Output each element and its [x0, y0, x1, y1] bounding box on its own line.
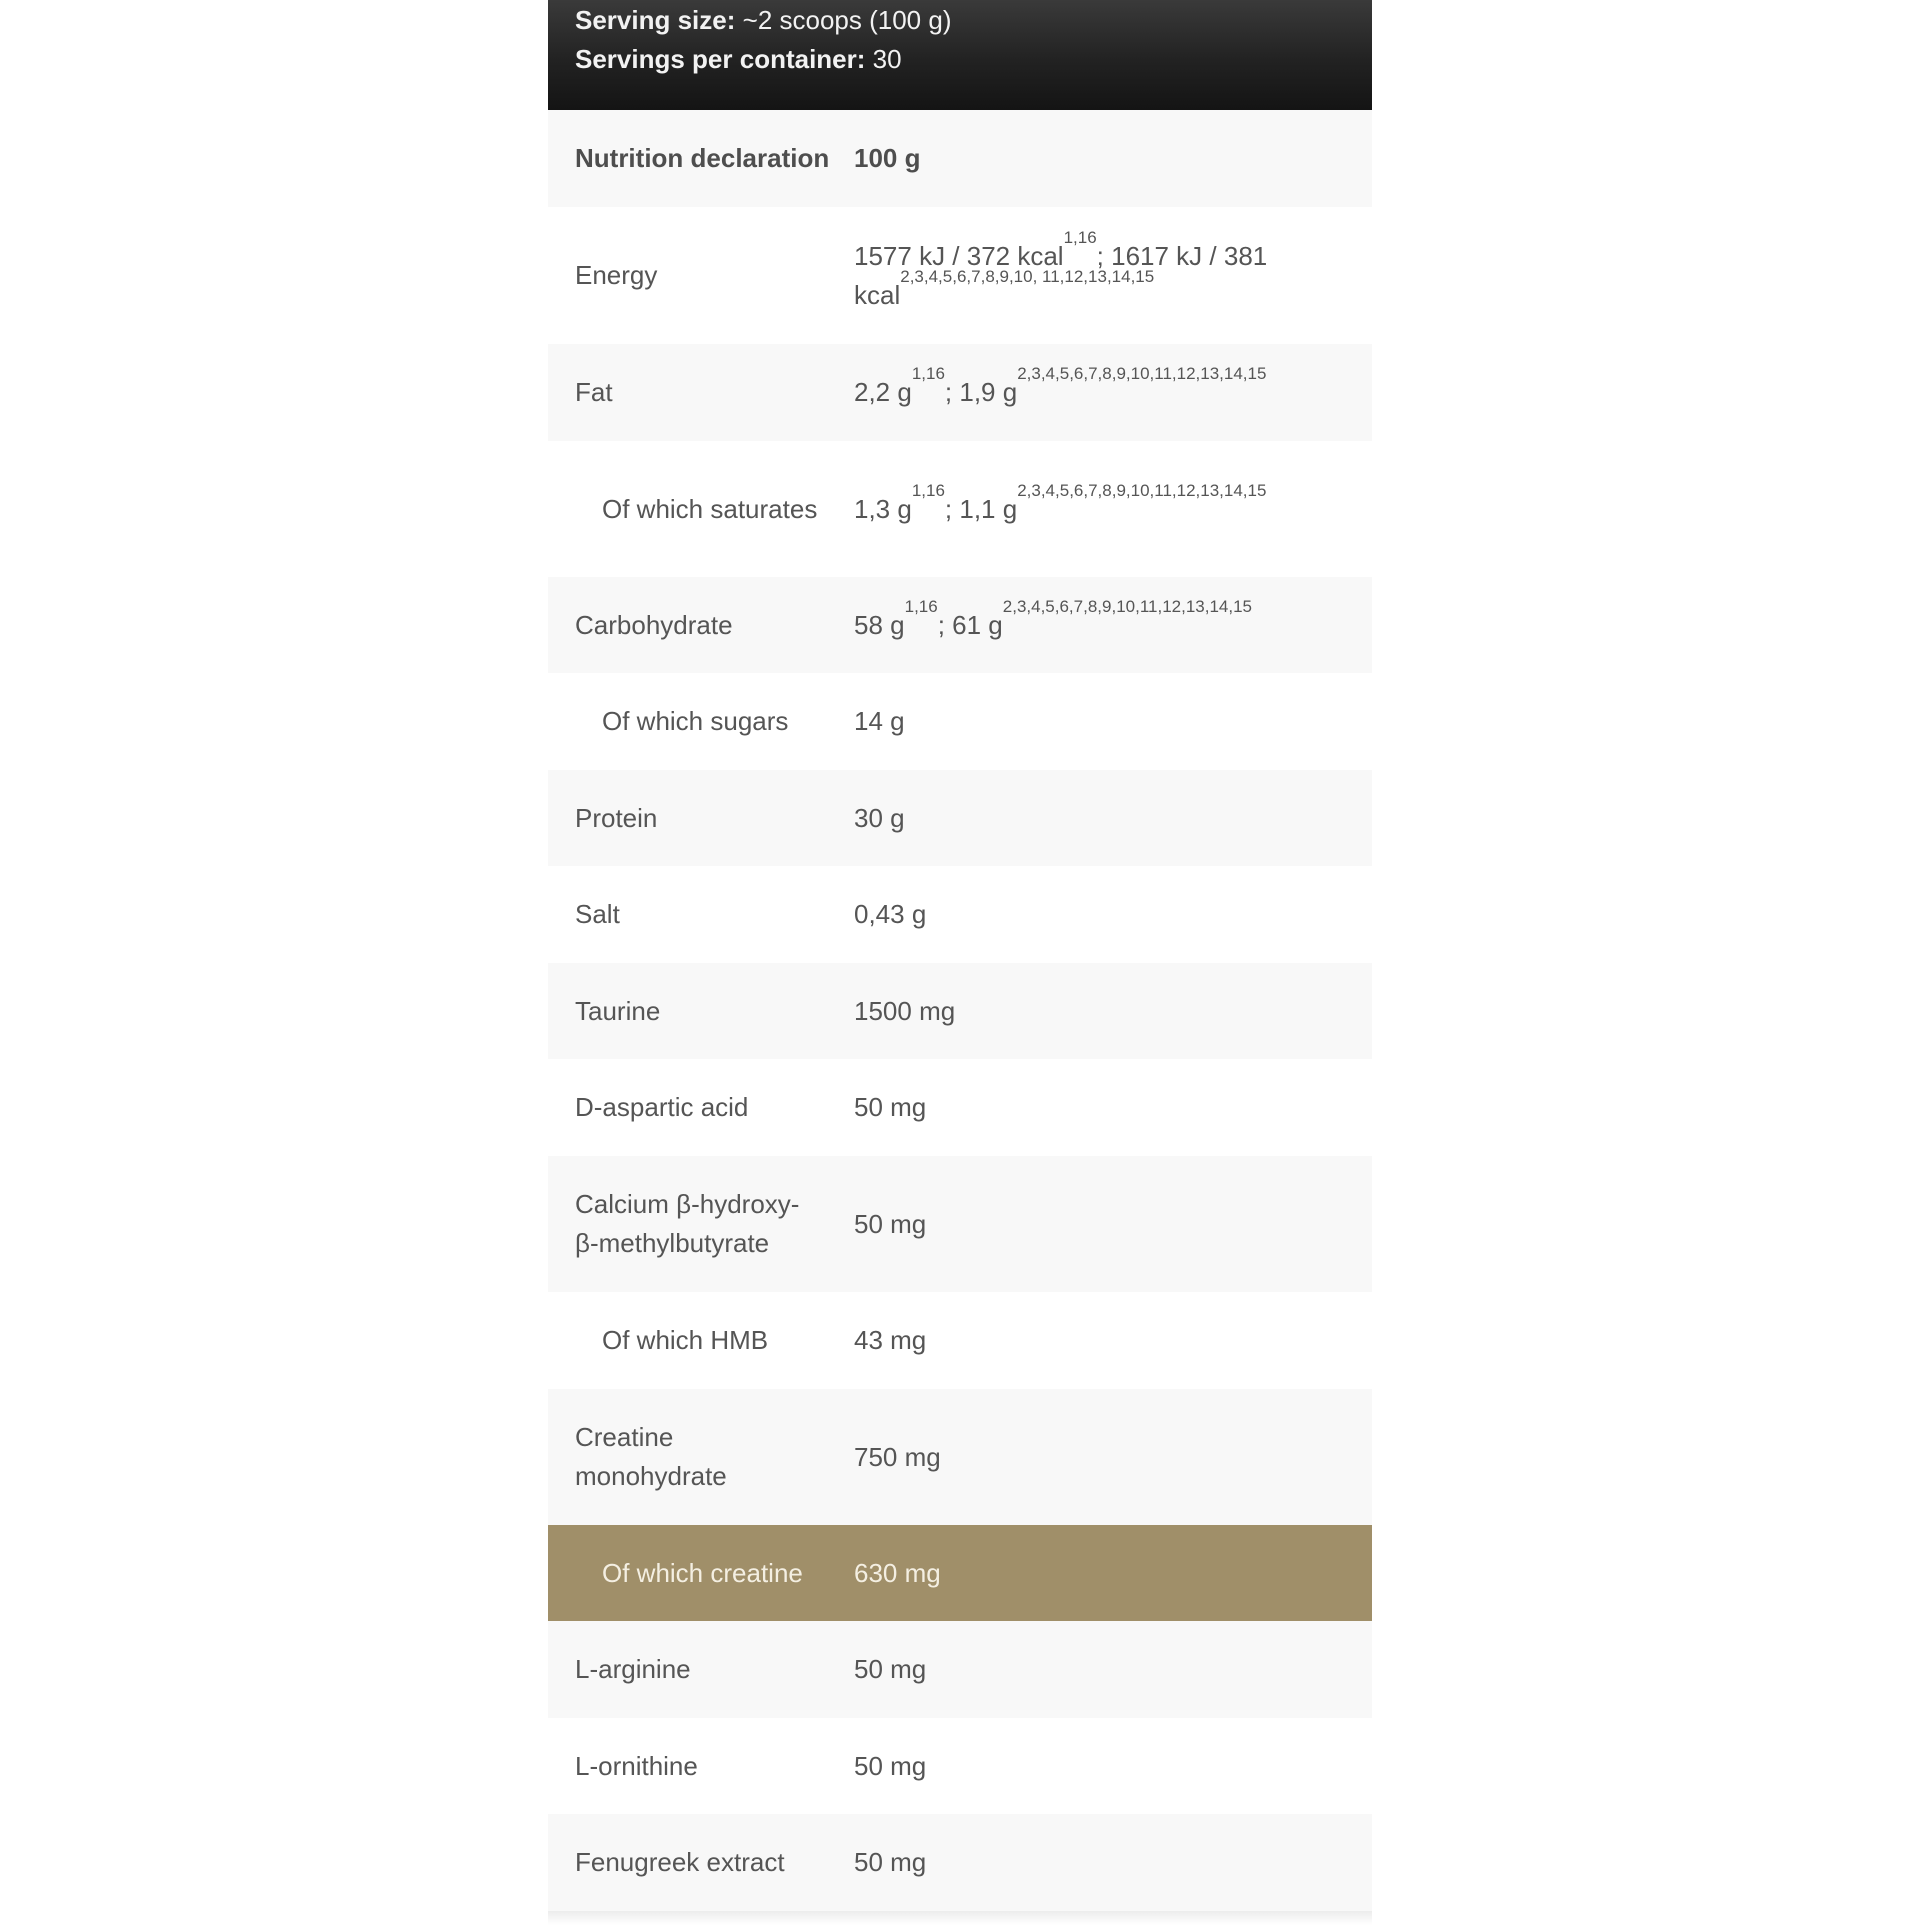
nutrient-name: Calcium β-hydroxy-β-methylbutyrate: [575, 1189, 800, 1258]
footnote-ref: 2,3,4,5,6,7,8,9,10, 11,12,13,14,15: [900, 266, 1155, 286]
value-alt: ; 1,1 g: [944, 493, 1018, 524]
serving-size-label: Serving size:: [575, 5, 736, 35]
nutrient-value: 0,43 g: [854, 899, 927, 929]
servings-per-container-line: [575, 40, 1345, 79]
value-main: 1,3 g: [854, 493, 912, 524]
footnote-ref: 1,16: [911, 480, 945, 500]
nutrient-name: Fenugreek extract: [575, 1847, 785, 1877]
footnote-ref: 2,3,4,5,6,7,8,9,10,11,12,13,14,15: [1017, 364, 1267, 383]
serving-info-header: [548, 0, 1372, 110]
footnote-ref: 2,3,4,5,6,7,8,9,10,11,12,13,14,15: [1017, 480, 1267, 500]
nutrient-name: Protein: [575, 802, 658, 833]
servings-label: Servings per container:: [575, 44, 866, 74]
nutrient-value: [854, 480, 1372, 529]
table-bottom-edge: [548, 1911, 1372, 1925]
nutrient-value: 50 mg: [854, 1654, 927, 1684]
table-row: [548, 1156, 1372, 1292]
value-main: 1577 kJ / 372 kcal: [854, 240, 1064, 271]
value-alt: ; 1617 kJ / 381 kcal: [854, 240, 1268, 310]
nutrient-name: D-aspartic acid: [575, 1092, 749, 1122]
column-header-amount: 100 g: [854, 143, 921, 173]
table-row: [548, 1389, 1372, 1525]
nutrient-name: Of which HMB: [602, 1325, 769, 1355]
nutrient-value: 14 g: [854, 706, 905, 736]
servings-value: 30: [865, 44, 902, 74]
table-row: [548, 1814, 1372, 1911]
table-row: [548, 441, 1372, 577]
nutrition-table: [548, 110, 1372, 1911]
table-row: [548, 1059, 1372, 1156]
nutrient-value: 1500 mg: [854, 995, 956, 1026]
column-header-nutrition: Nutrition declaration: [575, 143, 830, 173]
table-header-row: [548, 110, 1372, 207]
nutrient-value: 750 mg: [854, 1441, 941, 1472]
footnote-ref: 1,16: [911, 364, 945, 383]
nutrient-value: 50 mg: [854, 1208, 927, 1239]
footnote-ref: 1,16: [1063, 227, 1097, 247]
table-row: [548, 207, 1372, 344]
footnote-ref: 2,3,4,5,6,7,8,9,10,11,12,13,14,15: [1002, 596, 1252, 616]
value-alt: ; 1,9 g: [944, 377, 1018, 407]
value-alt: ; 61 g: [937, 609, 1003, 640]
table-row: [548, 1621, 1372, 1718]
table-row: [548, 963, 1372, 1059]
nutrient-value: 50 mg: [854, 1092, 927, 1122]
table-row: [548, 344, 1372, 441]
serving-size-value: ~2 scoops (100 g): [735, 5, 952, 35]
nutrient-value: 30 g: [854, 802, 905, 833]
nutrient-name: Creatine monohydrate: [575, 1422, 727, 1491]
nutrient-name: Carbohydrate: [575, 609, 733, 640]
nutrient-value: [854, 596, 1372, 645]
table-row: [548, 770, 1372, 866]
nutrient-name: Of which creatine: [602, 1557, 803, 1588]
table-row: [548, 577, 1372, 673]
nutrient-value: 50 mg: [854, 1750, 927, 1781]
table-row: [548, 673, 1372, 770]
nutrition-panel: [548, 0, 1372, 1925]
nutrient-name: Of which sugars: [602, 706, 789, 736]
serving-size-line: [575, 0, 1345, 40]
nutrient-name: L-ornithine: [575, 1750, 698, 1781]
value-main: 2,2 g: [854, 377, 912, 407]
nutrient-name: Fat: [575, 377, 613, 407]
nutrient-name: Taurine: [575, 995, 661, 1026]
nutrient-value: [854, 364, 1372, 412]
nutrient-name: L-arginine: [575, 1654, 691, 1684]
nutrient-name: Energy: [575, 260, 658, 290]
table-row: [548, 1718, 1372, 1814]
nutrient-value: 630 mg: [854, 1557, 941, 1588]
nutrient-name: Salt: [575, 899, 620, 929]
table-row: [548, 866, 1372, 963]
nutrient-value: 43 mg: [854, 1325, 927, 1355]
highlighted-table-row: [548, 1525, 1372, 1621]
footnote-ref: 1,16: [904, 596, 938, 616]
nutrient-name: Of which saturates: [602, 493, 818, 524]
value-main: 58 g: [854, 609, 905, 640]
nutrient-value: [854, 227, 1372, 315]
nutrient-value: 50 mg: [854, 1847, 927, 1877]
table-row: [548, 1292, 1372, 1389]
